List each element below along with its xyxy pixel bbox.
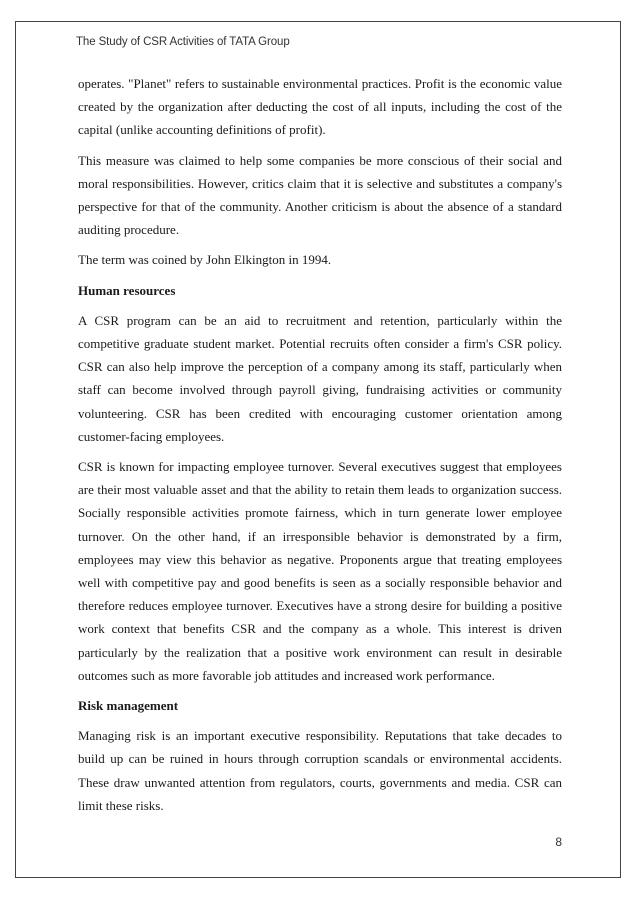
paragraph-term-origin: The term was coined by John Elkington in 1994. <box>78 252 332 268</box>
paragraph-triple-bottom-line: operates. "Planet" refers to sustainable environmental practices. Profit is the economic value created by the organization after deducting the cost of all inputs, including the cost of the capital (unlike accounting definitions of profit). <box>78 76 562 138</box>
section-heading-risk-management: Risk management <box>78 698 179 714</box>
paragraph-risk: Managing risk is an important executive responsibility. Reputations that take decades to build up can be ruined in hours through corruption scandals or environmental accidents. These draw unwanted attention from regulators, courts, governments and media. CSR can limit these risks. <box>78 728 562 813</box>
paragraph-criticism: This measure was claimed to help some companies be more conscious of their social and moral responsibilities. However, critics claim that it is selective and substitutes a company's perspective for that of the community. Another criticism is about the absence of a standard auditing procedure. <box>78 152 562 238</box>
running-header: The Study of CSR Activities of TATA Group <box>76 36 290 48</box>
section-heading-human-resources: Human resources <box>78 282 176 298</box>
paragraph-recruitment: A CSR program can be an aid to recruitment and retention, particularly within the competitive graduate student market. Potential recruits often consider a firm's CSR policy. CSR can also help improve the perception of a company among its staff, particularly when staff can become involved through payroll giving, fundraising activities or community volunteering. CSR has been credited with encouraging customer orientation among customer-facing employees. <box>78 312 562 444</box>
paragraph-employee-turnover: CSR is known for impacting employee turnover. Several executives suggest that employees are their most valuable asset and that the ability to retain them leads to organization success. Socially responsible activities promote fairness, which in turn generate lower employee turnover. On the other hand, if an irresponsible behavior is demonstrated by a firm, employees may view this behavior as negative. Proponents argue that treating employees well with competitive pay and good benefits is seen as a socially responsible behavior and therefore reduces employee turnover. Executives have a strong desire for building a positive work context that benefits CSR and the company as a whole. This interest is driven particularly by the realization that a positive work environment can result in desirable outcomes such as more favorable job attitudes and increased work performance. <box>78 459 562 683</box>
document-body <box>78 72 562 824</box>
page-number: 8 <box>555 835 562 849</box>
